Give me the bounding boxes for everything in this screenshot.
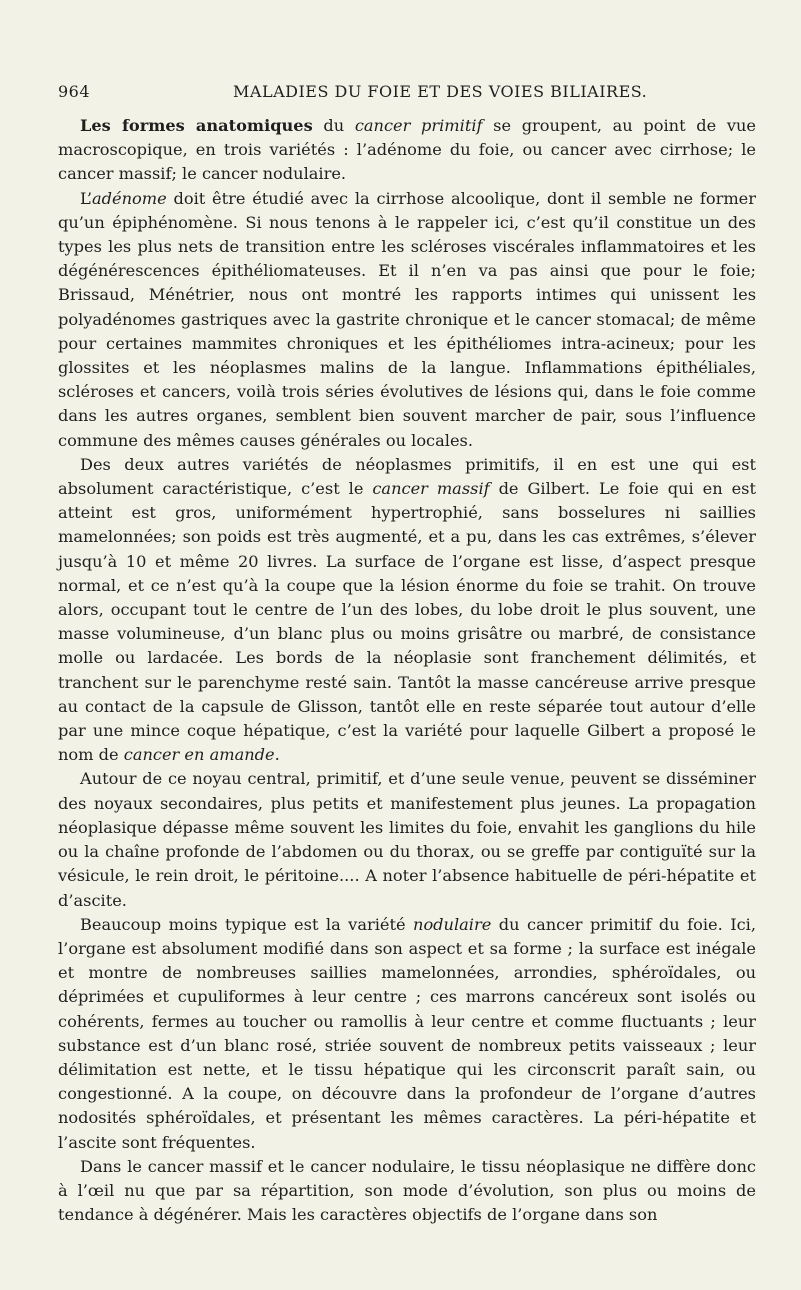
paragraph-secondary-nodules — [58, 767, 756, 912]
text-run: du — [312, 116, 355, 135]
running-header — [58, 82, 749, 104]
paragraph-anatomical-forms — [58, 114, 756, 187]
text-run: Dans le cancer massif et le cancer nodulaire, le tissu néoplasique ne diffère donc à l’œil nu que par sa répartition, son mode d’évolution, son plus ou moins de tendance à dégénérer. Mais les caractères objectifs de l’organe dans son — [58, 1156, 756, 1225]
text-run: se groupent, au point de vue macroscopique, en trois variétés : l’adénome du foie, ou cancer avec cirrhose; le cancer massif; le cancer nodulaire. — [58, 116, 756, 184]
italic-term: nodulaire — [413, 914, 492, 934]
text-run: Beaucoup moins typique est la variété — [80, 914, 414, 934]
paragraph-nodular-variety — [58, 913, 756, 1155]
italic-term: adénome — [92, 188, 167, 208]
body-text — [58, 114, 756, 1227]
text-run: doit être étudié avec la cirrhose alcoolique, dont il semble ne former qu’un épiphénomène. Si nous tenons à le rappeler ici, c’est qu’il constitue un des types les plus nets de transition entre les scléroses viscérales inflammatoires et les dégénérescences épithéliomateuses. Et il n’en va pas ainsi que pour le foie; Brissaud, Ménétrier, nous ont montré les rapports intimes qui unissent les polyadénomes gastriques avec la gastrite chronique et le cancer stomacal; de même pour certaines mammites chroniques et les épithéliomes intra-acineux; pour les glossites et les néoplasmes malins de la langue. Inflammations épithéliales, scléroses et cancers, voilà trois séries évolutives de lésions qui, dans le foie comme dans les autres organes, semblent bien souvent marcher de pair, sous l’influence commune des mêmes causes générales ou locales. — [58, 188, 756, 450]
italic-term: cancer massif — [372, 479, 490, 499]
paragraph-comparison — [58, 1155, 756, 1228]
italic-term: cancer primitif — [354, 116, 483, 135]
bold-lead: Les formes anatomiques — [80, 116, 313, 135]
paragraph-massive-cancer — [58, 453, 756, 768]
text-run: Autour de ce noyau central, primitif, et d’une seule venue, peuvent se disséminer des noyaux secondaires, plus petits et manifestement plus jeunes. La propagation néoplasique dépasse même souvent les limites du foie, envahit les ganglions du hile ou la chaîne profonde de l’abdomen ou du thorax, ou se greffe par contiguïté sur la vésicule, le rein droit, le péritoine.... A noter l’absence habituelle de péri-hépatite et d’ascite. — [58, 769, 756, 910]
running-title: MALADIES DU FOIE ET DES VOIES BILIAIRES. — [233, 82, 648, 101]
text-run: du cancer primitif du foie. Ici, l’organe est absolument modifié dans son aspect et sa forme ; la surface est inégale et montre de nombreuses saillies mamelonnées, arrondies, sphéroïdales, ou déprimées et cupuliformes à leur centre ; ces marrons cancéreux sont isolés ou cohérents, fermes au toucher ou ramollis à leur centre et comme fluctuants ; leur substance est d’un blanc rosé, striée souvent de nombreux petits vaisseaux ; leur délimitation est nette, et le tissu hépatique qui les circonscrit paraît sain, ou congestionné. A la coupe, on découvre dans la profondeur de l’organe d’autres nodosités sphéroïdales, et présentant les mêmes caractères. La péri-hépatite et l’ascite sont fréquentes. — [58, 914, 757, 1152]
text-run: Des deux autres variétés de néoplasmes primitifs, il en est une qui est absolument caractéristique, c’est le — [58, 454, 756, 499]
text-run: . — [274, 745, 280, 765]
italic-term: cancer en amande — [123, 745, 275, 765]
paragraph-adenoma — [58, 187, 756, 453]
page-number: 964 — [58, 82, 91, 101]
text-run: L’ — [80, 188, 93, 208]
text-run: de Gilbert. Le foie qui en est atteint est gros, uniformément hypertrophié, sans bosselures ni saillies mamelonnées; son poids est très augmenté, et a pu, dans les cas extrêmes, s’élever jusqu’à 10 et même 20 livres. La surface de l’organe est lisse, d’aspect presque normal, et ce n’est qu’à la coupe que la lésion énorme du foie se trahit. On trouve alors, occupant tout le centre de l’un des lobes, du lobe droit le plus souvent, une masse volumineuse, d’un blanc plus ou moins grisâtre ou marbré, de consistance molle ou lardacée. Les bords de la néoplasie sont franchement délimités, et tranchent sur le parenchyme resté sain. Tantôt la masse cancéreuse arrive presque au contact de la capsule de Glisson, tantôt elle en reste séparée tout autour d’elle par une mince coque hépatique, c’est la variété pour laquelle Gilbert a proposé le nom de — [58, 479, 756, 765]
